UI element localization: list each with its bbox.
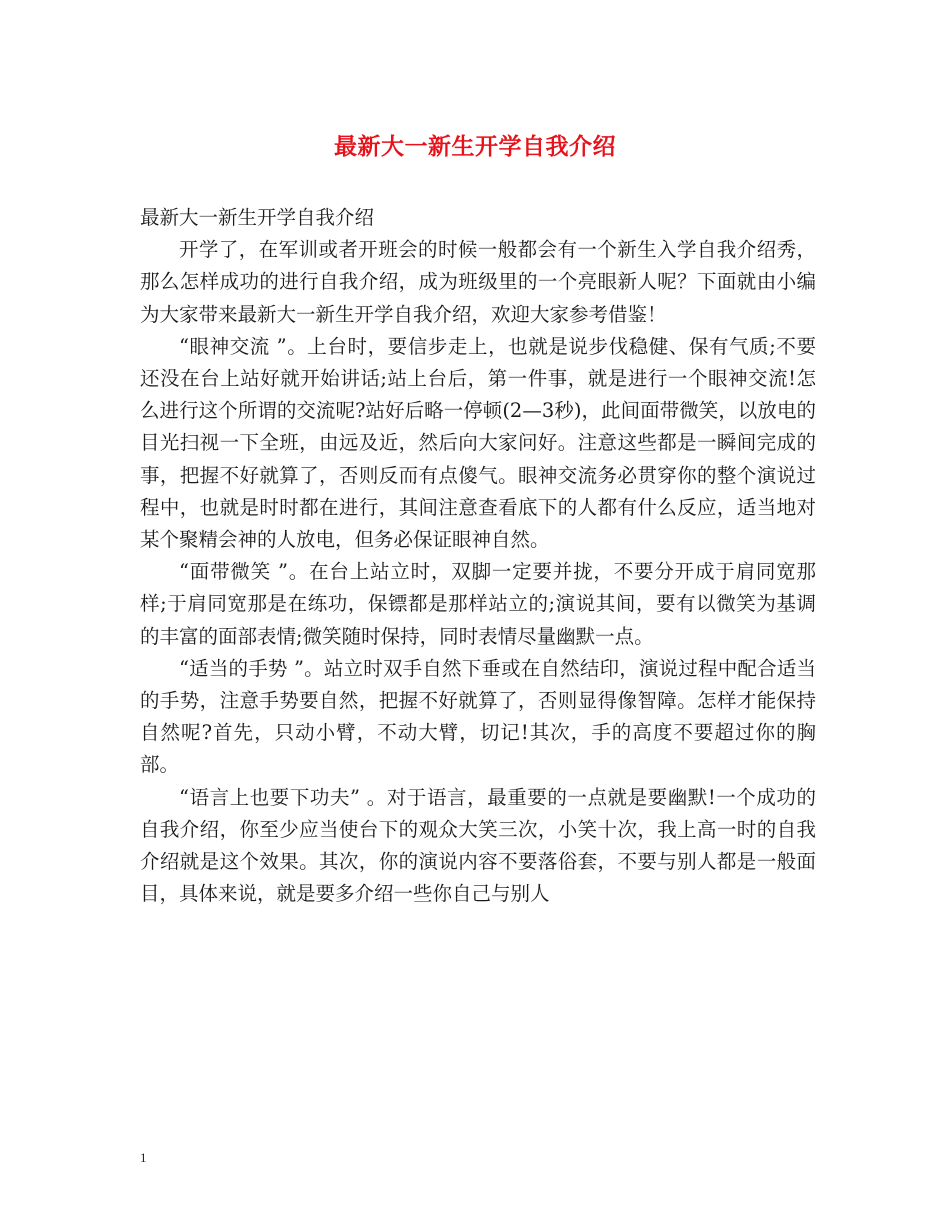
document-body — [140, 202, 816, 910]
page-number: 1 — [140, 1150, 147, 1165]
paragraph-intro: 开学了，在军训或者开班会的时候一般都会有一个新生入学自我介绍秀，那么怎样成功的进行自我介绍，成为班级里的一个亮眼新人呢？下面就由小编为大家带来最新大一新生开学自我介绍，欢迎大家参考借鉴！ — [140, 238, 816, 326]
paragraph-smile: “面带微笑 ”。在台上站立时，双脚一定要并拢，不要分开成于肩同宽那样;于肩同宽那是在练功，保镖都是那样站立的;演说其间，要有以微笑为基调的丰富的面部表情;微笑随时保持，同时表情尽量幽默一点。 — [140, 560, 816, 648]
document-subtitle: 最新大一新生开学自我介绍 — [140, 206, 375, 229]
document-title: 最新大一新生开学自我介绍 — [334, 133, 616, 160]
paragraph-gestures: “适当的手势 ”。站立时双手自然下垂或在自然结印，演说过程中配合适当的手势，注意手势要自然，把握不好就算了，否则显得像智障。怎样才能保持自然呢?首先，只动小臂，不动大臂，切记!其次，手的高度不要超过你的胸部。 — [140, 656, 816, 777]
paragraph-language: “语言上也要下功夫” 。对于语言，最重要的一点就是要幽默!一个成功的自我介绍，你至少应当使台下的观众大笑三次，小笑十次，我上高一时的自我介绍就是这个效果。其次，你的演说内容不要落俗套，不要与别人都是一般面目，具体来说，就是要多介绍一些你自己与别人 — [140, 785, 816, 906]
paragraph-eye-contact: “眼神交流 ”。上台时，要信步走上，也就是说步伐稳健、保有气质;不要还没在台上站好就开始讲话;站上台后，第一件事，就是进行一个眼神交流!怎么进行这个所谓的交流呢?站好后略一停顿(2—3秒)，此间面带微笑，以放电的目光扫视一下全班，由远及近，然后向大家问好。注意这些都是一瞬间完成的事，把握不好就算了，否则反而有点傻气。眼神交流务必贯穿你的整个演说过程中，也就是时时都在进行，其间注意查看底下的人都有什么反应，适当地对某个聚精会神的人放电，但务必保证眼神自然。 — [140, 334, 816, 552]
